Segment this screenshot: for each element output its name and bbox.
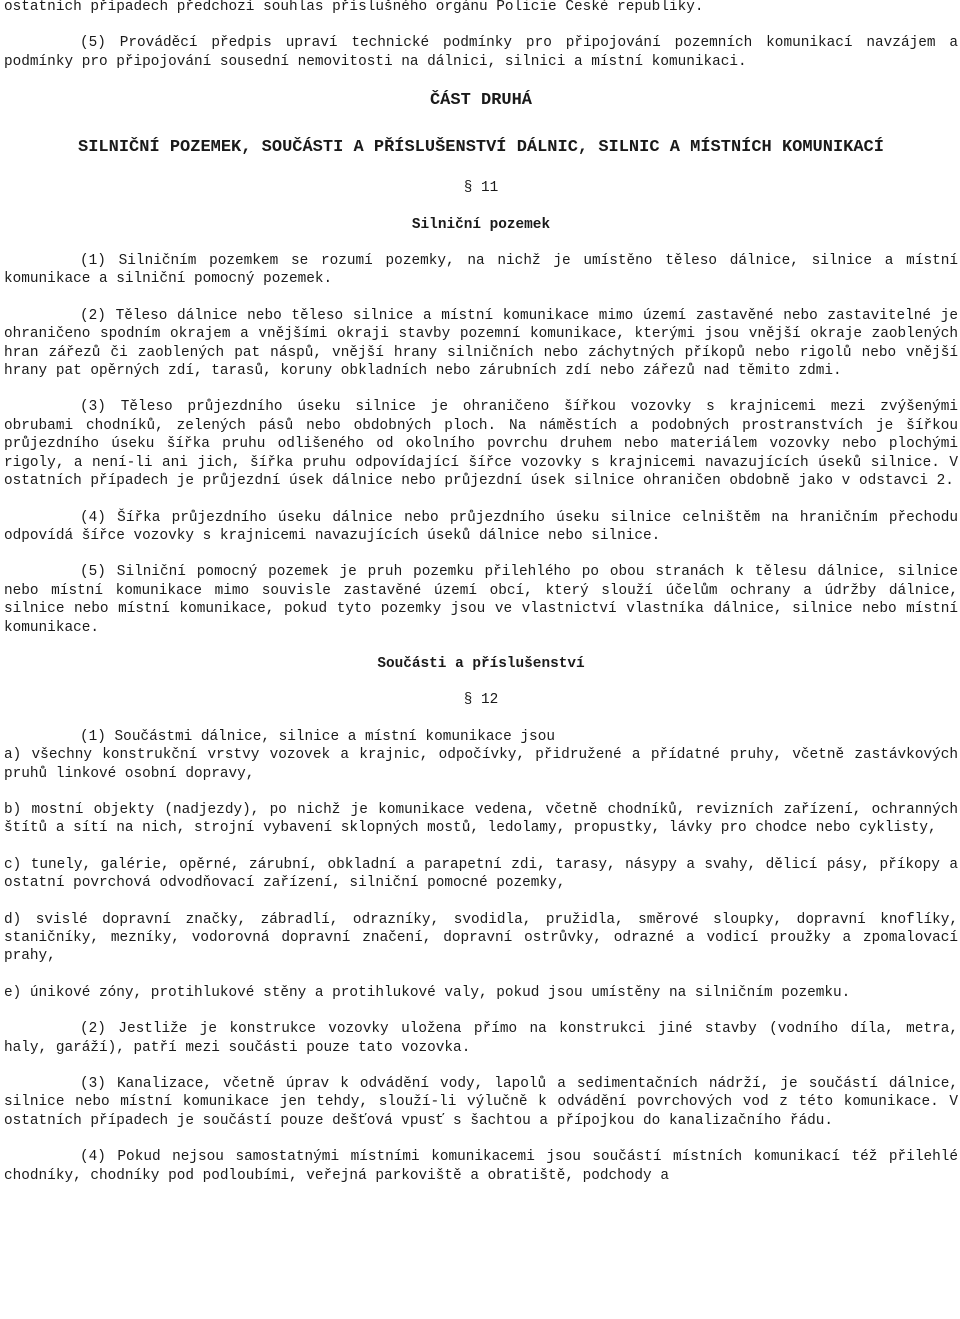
section-12-item-e: e) únikové zóny, protihlukové stěny a protihlukové valy, pokud jsou umístěny na silničním pozemku. <box>4 984 851 1001</box>
section-12-paragraph-4: (4) Pokud nejsou samostatnými místními komunikacemi jsou součástí místních komunikací též přilehlé chodníky, chodníky pod podloubími, veřejná parkoviště a obratiště, podchody a <box>4 1149 958 1184</box>
document-page <box>4 0 958 1185</box>
section-12-paragraph-2: (2) Jestliže je konstrukce vozovky uložena přímo na konstrukci jiné stavby (vodního díla, metra, haly, garáží), patří mezi součásti pouze tato vozovka. <box>4 1021 958 1056</box>
section-11-paragraph-5: (5) Silniční pomocný pozemek je pruh pozemku přilehlého po obou stranách k tělesu dálnice, silnice nebo místní komunikace mimo souvisle zastavěné území obcí, který slouží účelům ochrany a údržby dálnice, silnice nebo místní komunikace, pokud tyto pozemky jsou ve vlastnictví vlastníka dálnice, silnice nebo místní komunikace. <box>4 564 958 636</box>
section-12-heading: Součásti a příslušenství <box>377 655 585 672</box>
section-11-paragraph-1: (1) Silničním pozemkem se rozumí pozemky, na nichž je umístěno těleso dálnice, silnice a místní komunikace a silniční pomocný pozemek. <box>4 253 958 288</box>
section-11-number: § 11 <box>463 180 499 197</box>
part-title: ČÁST DRUHÁ <box>429 91 533 111</box>
section-11-paragraph-3: (3) Těleso průjezdního úseku silnice je ohraničeno šířkou vozovky s krajnicemi mezi zvýšenými obrubami chodníků, zelených pásů nebo obdobných ploch. Na náměstích a podobných prostranstvích je šířkou průjezdního úseku šířka pruhu odlišeného od okolního povrchu druhem nebo materiálem vozovky nebo plochými rigoly, a není-li ani jich, šířka pruhu odpovídající šířce vozovky s krajnicemi navazujících úseků silnice. V ostatních případech je průjezdní úsek dálnice nebo průjezdní úsek silnice ohraničen obdobně jako v odstavci 2. <box>4 399 958 490</box>
section-11-heading: Silniční pozemek <box>411 216 551 233</box>
section-12-item-b: b) mostní objekty (nadjezdy), po nichž je komunikace vedena, včetně chodníků, revizních zařízení, ochranných štítů a sítí na nich, strojní vybavení sklopných mostů, ledolamy, propustky, lávky pro chodce nebo cyklisty, <box>4 801 958 837</box>
section-12-item-a: a) všechny konstrukční vrstvy vozovek a krajnic, odpočívky, přidružené a přídatné pruhy, včetně zastávkových pruhů linkové osobní dopravy, <box>4 747 958 782</box>
section-12-item-c: c) tunely, galérie, opěrné, zárubní, obkladní a parapetní zdi, tarasy, násypy a svahy, dělicí pásy, příkopy a ostatní povrchová odvodňovací zařízení, silniční pomocné pozemky, <box>4 856 958 892</box>
intro-paragraph-5: (5) Prováděcí předpis upraví technické podmínky pro připojování pozemních komunikací navzájem a podmínky pro připojování sousední nemovitosti na dálnici, silnici a místní komunikaci. <box>4 35 958 70</box>
section-12-paragraph-1: (1) Součástmi dálnice, silnice a místní komunikace jsou <box>80 728 555 745</box>
intro-continuation: ostatních případech předchozí souhlas příslušného orgánu Policie České republiky. <box>4 0 704 15</box>
section-12-number: § 12 <box>463 692 499 709</box>
section-11-paragraph-4: (4) Šířka průjezdního úseku dálnice nebo průjezdního úseku silnice celništěm na hraničním přechodu odpovídá šířce vozovky s krajnicemi navazujících úseků dálnice nebo silnice. <box>4 509 958 544</box>
section-11-paragraph-2: (2) Těleso dálnice nebo těleso silnice a místní komunikace mimo území zastavěné nebo zastavitelné je ohraničeno spodním okrajem a vnějšími okraji stavby pozemní komunikace, kterými jsou vnější okraje zaoblených hran zářezů či zaoblených pat náspů, vnější hrany silničních nebo záchytných příkopů nebo rigolů nebo vnější hrany pat opěrných zdí, tarasů, koruny obkladních nebo zárubních zdí nebo zářezů nad těmito zdmi. <box>4 307 958 380</box>
section-12-item-d: d) svislé dopravní značky, zábradlí, odrazníky, svodidla, pružidla, směrové sloupky, dopravní knoflíky, staničníky, mezníky, vodorovná dopravní značení, dopravní ostrůvky, odrazné a vodicí proužky a zpomalovací prahy, <box>4 911 958 965</box>
section-12-paragraph-3: (3) Kanalizace, včetně úprav k odvádění vody, lapolů a sedimentačních nádrží, je součástí dálnice, silnice nebo místní komunikace jen tehdy, slouží-li výlučně k odvádění povrchových vod z této komunikace. V ostatních případech je součástí pouze dešťová vpusť s šachtou a přípojkou do kanalizačního řádu. <box>4 1076 958 1129</box>
part-heading: SILNIČNÍ POZEMEK, SOUČÁSTI A PŘÍSLUŠENSTVÍ DÁLNIC, SILNIC A MÍSTNÍCH KOMUNIKACÍ <box>78 138 884 158</box>
